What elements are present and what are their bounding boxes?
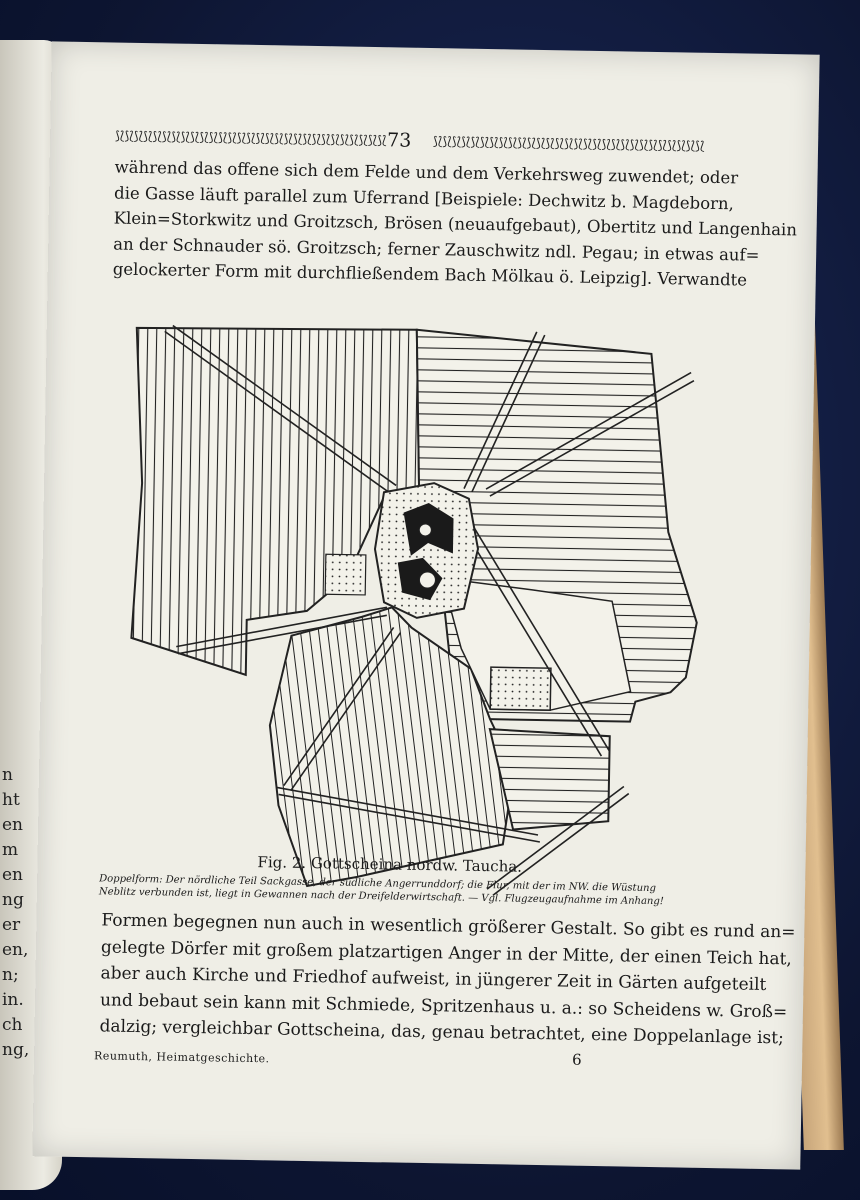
left-page-fragment: m	[2, 840, 19, 860]
left-page-fragment: er	[2, 915, 21, 935]
left-page-fragment: ht	[2, 790, 20, 810]
ornament-band-left: ⟆⟅⟆⟅⟆⟅⟆⟅⟆⟅⟆⟅⟆⟅⟆⟅⟆⟅⟆⟅⟆⟅⟆⟅⟆⟅⟆⟅⟆⟅⟆⟅⟆⟅⟆⟅⟆⟅⟆⟅⟆⟅⟆⟅⟆⟅⟆⟅⟆⟅⟆⟅⟆⟅⟆⟅⟆⟅	[115, 128, 387, 148]
page-number: 73	[386, 129, 412, 152]
text-line: und bebaut sein kann mit Schmiede, Spritzenhaus u. a.: so Scheidens w. Groß=	[99, 989, 788, 1022]
left-page-fragment: in.	[2, 990, 24, 1010]
text-line: dalzig; vergleichbar Gottscheina, das, genau betrachtet, eine Doppelanlage ist;	[99, 1016, 784, 1049]
left-page-fragment: n;	[2, 965, 19, 985]
left-page-fragment: en	[2, 815, 24, 835]
village-gottscheina	[374, 482, 479, 619]
village-field-map	[108, 283, 683, 853]
left-page-fragment: en,	[2, 940, 29, 960]
text-line: Formen begegnen nun auch in wesentlich größerer Gestalt. So gibt es rund an=	[101, 910, 796, 943]
figure-caption: Fig. 2. Gottscheina nordw. Taucha.	[257, 853, 523, 876]
book-page	[32, 41, 819, 1169]
text-line: an der Schnauder sö. Groitzsch; ferner Zauschwitz ndl. Pegau; in etwas auf=	[113, 233, 760, 265]
text-line: aber auch Kirche und Friedhof aufweist, in jüngerer Zeit in Gärten aufgeteilt	[100, 963, 767, 995]
text-line: während das offene sich dem Felde und dem Verkehrsweg zuwendet; oder	[114, 157, 739, 188]
text-line: die Gasse läuft parallel zum Uferrand [Beispiele: Dechwitz b. Magdeborn,	[113, 182, 735, 213]
body-paragraph-top	[112, 155, 798, 292]
body-paragraph-bottom	[99, 907, 796, 1049]
left-page-fragment: en	[2, 865, 24, 885]
text-line: gelegte Dörfer mit großem platzartigen Anger in der Mitte, der einen Teich hat,	[100, 936, 792, 969]
left-page-fragment: ch	[2, 1015, 23, 1035]
text-line: gelockerter Form mit durchfließendem Bach Mölkau ö. Leipzig]. Verwandte	[112, 259, 748, 290]
footer-author: Reumuth, Heimatgeschichte.	[93, 1049, 270, 1066]
left-page-fragment: ng	[2, 890, 24, 910]
left-page-fragment: ng,	[2, 1040, 30, 1060]
page-header	[115, 125, 705, 157]
figure-note: Doppelform: Der nördliche Teil Sackgasse, der südliche Angerrunddorf; die Flur, mit der im NW. die Wüstung Neblitz verbunden ist, liegt in Gewannen nach der Dreifelderwirtschaft. — Vgl. Flugzeugaufnahme im Anhang!	[98, 873, 664, 908]
dotted-parcel-west	[325, 554, 366, 595]
left-page-fragment: n	[2, 765, 13, 785]
dotted-parcel	[490, 667, 551, 710]
signature-mark: 6	[571, 1050, 582, 1069]
ornament-band-right: ⟆⟅⟆⟅⟆⟅⟆⟅⟆⟅⟆⟅⟆⟅⟆⟅⟆⟅⟆⟅⟆⟅⟆⟅⟆⟅⟆⟅⟆⟅⟆⟅⟆⟅⟆⟅⟆⟅⟆⟅⟆⟅⟆⟅⟆⟅⟆⟅⟆⟅⟆⟅⟆⟅⟆⟅⟆⟅	[432, 134, 705, 153]
text-line: Klein=Storkwitz und Groitzsch, Brösen (neuaufgebaut), Obertitz und Langenhain	[113, 208, 798, 240]
